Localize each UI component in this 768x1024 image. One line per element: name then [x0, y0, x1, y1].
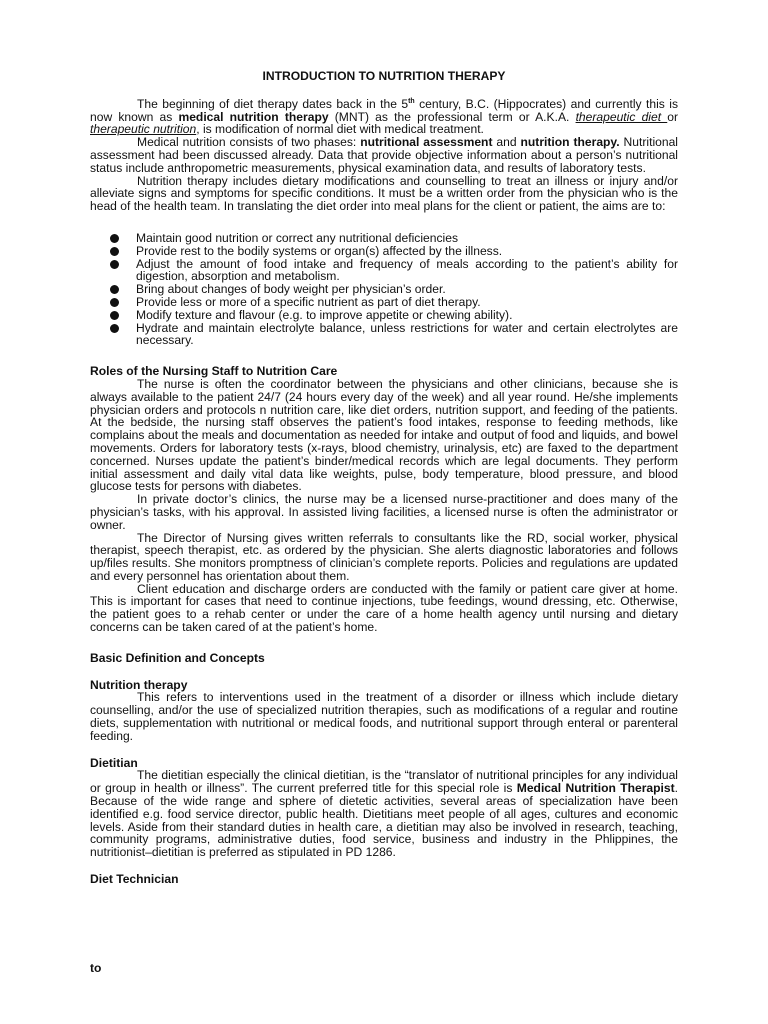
bold-term-mnt: medical nutrition therapy	[178, 109, 329, 124]
text-run: , is modification of normal diet with medical treatment.	[196, 122, 484, 137]
dietitian-paragraph	[90, 769, 678, 859]
roles-paragraph-3: The Director of Nursing gives written referrals to consultants like the RD, social worker, physical therapist, speech therapist, etc. as ordered by the physician. She alerts diagnostic laboratories and follows up/files results. She monitors promptness of clinician’s complete reports. Policies and regulations are updated and every personnel has orientation about them.	[90, 530, 678, 583]
text-run: Medical nutrition consists of two phases:	[137, 135, 361, 150]
list-item: Provide rest to the bodily systems or organ(s) affected by the illness.	[136, 245, 678, 258]
subheading-diet-technician: Diet Technician	[90, 872, 179, 887]
section-heading-roles: Roles of the Nursing Staff to Nutrition Care	[90, 364, 338, 379]
superscript-th: th	[408, 97, 415, 105]
text-run: Nutritional assessment had been discussed already. Data that provide objective information about a person’s nutritional status include anthropometric measurements, physical examination data, and results of laboratory tests.	[90, 135, 678, 175]
list-item: Maintain good nutrition or correct any nutritional deficiencies	[136, 232, 678, 245]
list-item: Hydrate and maintain electrolyte balance, unless restrictions for water and certain electrolytes are necessary.	[136, 320, 678, 348]
text-run: (MNT) as the professional term or A.K.A.	[328, 109, 576, 124]
roles-paragraph-4: Client education and discharge orders are conducted with the family or patient care giver at home. This is important for cases that need to continue injections, tube feedings, wound dressing, etc. Otherwise, the patient goes to a rehab center or under the care of a home health agency until nursing and dietary concerns can be taken cared of at the patient’s home.	[90, 581, 678, 635]
text-run: The dietitian especially the clinical dietitian, is the “translator of nutritional principles for any individual or group in health or illness”. The current preferred title for this special role is	[90, 768, 678, 796]
aims-list	[90, 232, 678, 347]
text-run: The beginning of diet therapy dates back in the 5	[137, 96, 409, 111]
italic-term-therapeutic-nutrition: therapeutic nutrition	[90, 122, 197, 137]
section-heading-basic: Basic Definition and Concepts	[90, 650, 265, 665]
roles-paragraph-1: The nurse is often the coordinator between the physicians and other clinicians, because she is always available to the patient 24/7 (24 hours every day of the week) and all year round. He/she implements physician orders and protocols n nutrition care, like diet orders, nutrition support, and feeding of the patients. At the bedside, the nursing staff observes the patient’s food intakes, response to feeding methods, like complains about the meals and documentation as needed for intake and output of food and liquids, and bowel movements. Orders for laboratory tests (x-rays, blood chemistry, urinalysis, etc) are faxed to the department concerned. Nurses update the patient’s binder/medical records which are legal documents. They perform initial assessment and daily vital data like weights, pulse, body temperature, blood pressure, and blood glucose tests for persons with diabetes.	[90, 376, 678, 494]
list-item: Provide less or more of a specific nutrient as part of diet therapy.	[136, 296, 678, 309]
intro-paragraph-2	[90, 136, 678, 174]
intro-paragraph-1	[90, 98, 678, 136]
italic-term-therapeutic-diet: therapeutic diet	[575, 109, 668, 124]
text-run: or	[667, 109, 679, 124]
list-item: Adjust the amount of food intake and frequency of meals according to the patient’s ability for digestion, absorption and metabolism.	[136, 256, 678, 284]
page-title: INTRODUCTION TO NUTRITION THERAPY	[262, 69, 506, 83]
list-item: Bring about changes of body weight per physician’s order.	[136, 283, 678, 296]
roles-paragraph-2: In private doctor’s clinics, the nurse may be a licensed nurse-practitioner and does many of the physician’s tasks, with his approval. In assisted living facilities, a licensed nurse is often the administrator or owner.	[90, 492, 678, 532]
page-footer-text: to	[90, 961, 102, 975]
subheading-nutrition-therapy: Nutrition therapy	[90, 677, 188, 692]
text-run: . Because of the wide range and sphere of dietetic activities, several areas of specialization have been identified e.g. food service director, public health. Dietitians meet people of all ages, cultures and economic levels. Aside from their standard duties in health care, a dietitian may also be involved in research, teaching, community programs, administrative duties, food service, business and industry in the Phlippines, the nutritionist–dietitian is preferred as stipulated in PD 1286.	[90, 781, 679, 860]
text-run: and	[492, 135, 521, 150]
nutrition-therapy-paragraph: This refers to interventions used in the treatment of a disorder or illness which include dietary counselling, and/or the use of specialized nutrition therapies, such as modifications of a regular and routine diets, supplementation with nutritional or medical foods, and nutritional support through enteral or parenteral feeding.	[90, 690, 678, 743]
intro-paragraph-3: Nutrition therapy includes dietary modifications and counselling to treat an illness or injury and/or alleviate signs and symptoms for specific conditions. It must be a written order from the physician who is the head of the health team. In translating the diet order into meal plans for the client or patient, the aims are to:	[90, 173, 678, 214]
text-run: century, B.C. (Hippocrates) and currently this is now known as	[90, 96, 678, 124]
subheading-dietitian: Dietitian	[90, 755, 138, 770]
bold-term-assessment: nutritional assessment	[360, 135, 493, 150]
list-item: Modify texture and flavour (e.g. to improve appetite or chewing ability).	[136, 309, 678, 322]
bold-term-mnt-title: Medical Nutrition Therapist	[516, 781, 675, 796]
bold-term-therapy: nutrition therapy.	[520, 135, 620, 150]
